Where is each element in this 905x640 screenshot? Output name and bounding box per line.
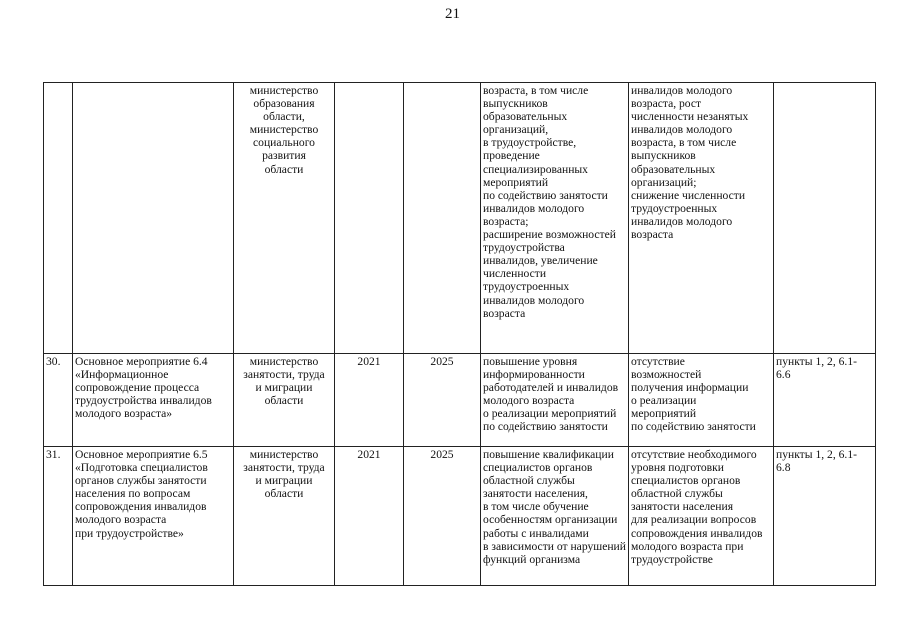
table-row (44, 83, 876, 354)
executor-cell: министерство занятости, труда и миграции области (234, 354, 335, 447)
expected-result-cell: возраста, в том числе выпускников образовательных организаций, в трудоустройстве, проведение специализированных мероприятий по содействию занятости инвалидов молодого возраста; расширение возможностей трудоустройства инвалидов, увеличение численности трудоустроенных инвалидов молодого возраста (481, 83, 629, 354)
consequence-cell: отсутствие необходимого уровня подготовки специалистов органов областной службы занятости населения для реализации вопросов сопровождения инвалидов молодого возраста при трудоустройстве (629, 447, 774, 586)
event-cell (73, 83, 234, 354)
table-row (44, 354, 876, 447)
row-number-cell (44, 83, 73, 354)
consequence-cell: отсутствие возможностей получения информации о реализации мероприятий по содействию занятости (629, 354, 774, 447)
row-number-cell: 30. (44, 354, 73, 447)
start-year-cell: 2021 (335, 354, 404, 447)
executor-cell: министерство занятости, труда и миграции области (234, 447, 335, 586)
indicator-link-cell: пункты 1, 2, 6.1- 6.6 (774, 354, 876, 447)
row-number-cell: 31. (44, 447, 73, 586)
expected-result-cell: повышение уровня информированности работодателей и инвалидов молодого возраста о реализации мероприятий по содействию занятости (481, 354, 629, 447)
indicator-link-cell: пункты 1, 2, 6.1- 6.8 (774, 447, 876, 586)
start-year-cell: 2021 (335, 447, 404, 586)
consequence-cell: инвалидов молодого возраста, рост численности незанятых инвалидов молодого возраста, в том числе выпускников образовательных организаций; снижение численности трудоустроенных инвалидов молодого возраста (629, 83, 774, 354)
program-table (43, 82, 876, 586)
end-year-cell: 2025 (404, 354, 481, 447)
page-number: 21 (445, 6, 460, 22)
end-year-cell: 2025 (404, 447, 481, 586)
expected-result-cell: повышение квалификации специалистов органов областной службы занятости населения, в том числе обучение особенностям организации работы с инвалидами в зависимости от нарушений функций организма (481, 447, 629, 586)
end-year-cell (404, 83, 481, 354)
indicator-link-cell (774, 83, 876, 354)
event-cell: Основное мероприятие 6.5 «Подготовка специалистов органов службы занятости населения по вопросам сопровождения инвалидов молодого возраста при трудоустройстве» (73, 447, 234, 586)
table-row (44, 447, 876, 586)
start-year-cell (335, 83, 404, 354)
event-cell: Основное мероприятие 6.4 «Информационное сопровождение процесса трудоустройства инвалидов молодого возраста» (73, 354, 234, 447)
executor-cell: министерство образования области, министерство социального развития области (234, 83, 335, 354)
